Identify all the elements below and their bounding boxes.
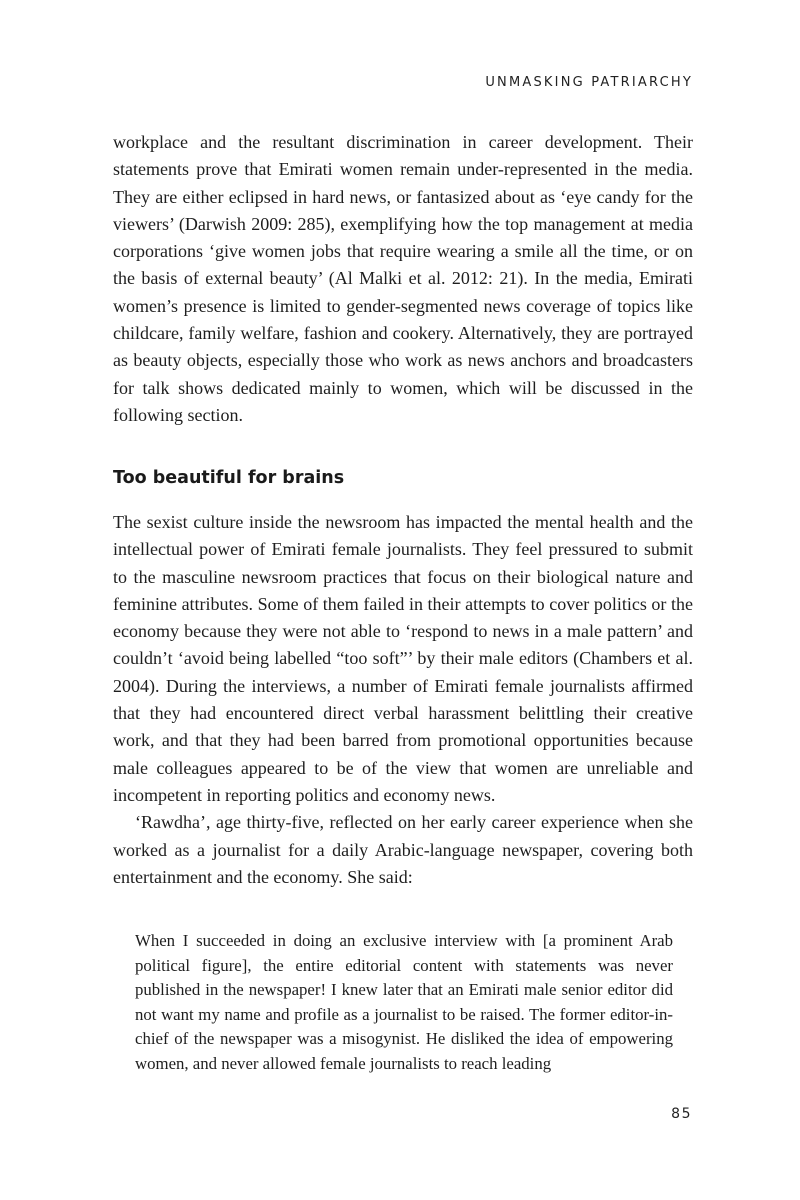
running-head: UNMASKING PATRIARCHY [485,75,693,90]
page-number: 85 [671,1106,692,1122]
paragraph-text: workplace and the resultant discrimination in career development. Their statements prove that Emirati women remain under-represented in the media. They are either eclipsed in hard news, or fantasized about as ‘eye candy for the viewers’ (Darwish 2009: 285), exemplifying how the top management at media corporations ‘give women jobs that require wearing a smile all the time, or on the basis of external beauty’ (Al Malki et al. 2012: 21). In the media, Emirati women’s presence is limited to gender-segmented news coverage of topics like childcare, family welfare, fashion and cookery. Alternatively, they are portrayed as beauty objects, especially those who work as news anchors and broadcasters for talk shows dedicated mainly to women, which will be discussed in the following section. [113,132,693,425]
block-quote: When I succeeded in doing an exclusive interview with [a prominent Arab political figure], the entire editorial content with statements was never published in the newspaper! I knew later that an Emirati male senior editor did not want my name and profile as a journalist to be raised. The former editor-in-chief of the newspaper was a misogynist. He disliked the idea of empowering women, and never allowed female journalists to reach leading [135,931,673,1073]
body-section-text [113,509,693,891]
body-paragraph-1 [113,129,693,429]
body-paragraph-2: The sexist culture inside the newsroom has impacted the mental health and the intellectual power of Emirati female journalists. They feel pressured to submit to the masculine newsroom practices that focus on their biological nature and feminine attributes. Some of them failed in their attempts to cover politics or the economy because they were not able to ‘respond to news in a male pattern’ and couldn’t ‘avoid being labelled “too soft”’ by their male editors (Chambers et al. 2004). During the interviews, a number of Emirati female journalists affirmed that they had encountered direct verbal harassment belittling their creative work, and that they had been barred from promotional opportunities because male colleagues appeared to be of the view that women are unreliable and incompetent in reporting politics and economy news. [113,512,693,805]
section-heading: Too beautiful for brains [113,468,345,488]
body-paragraph-3: ‘Rawdha’, age thirty-five, reflected on her early career experience when she worked as a journalist for a daily Arabic-language newspaper, covering both entertainment and the economy. She said: [113,812,693,887]
